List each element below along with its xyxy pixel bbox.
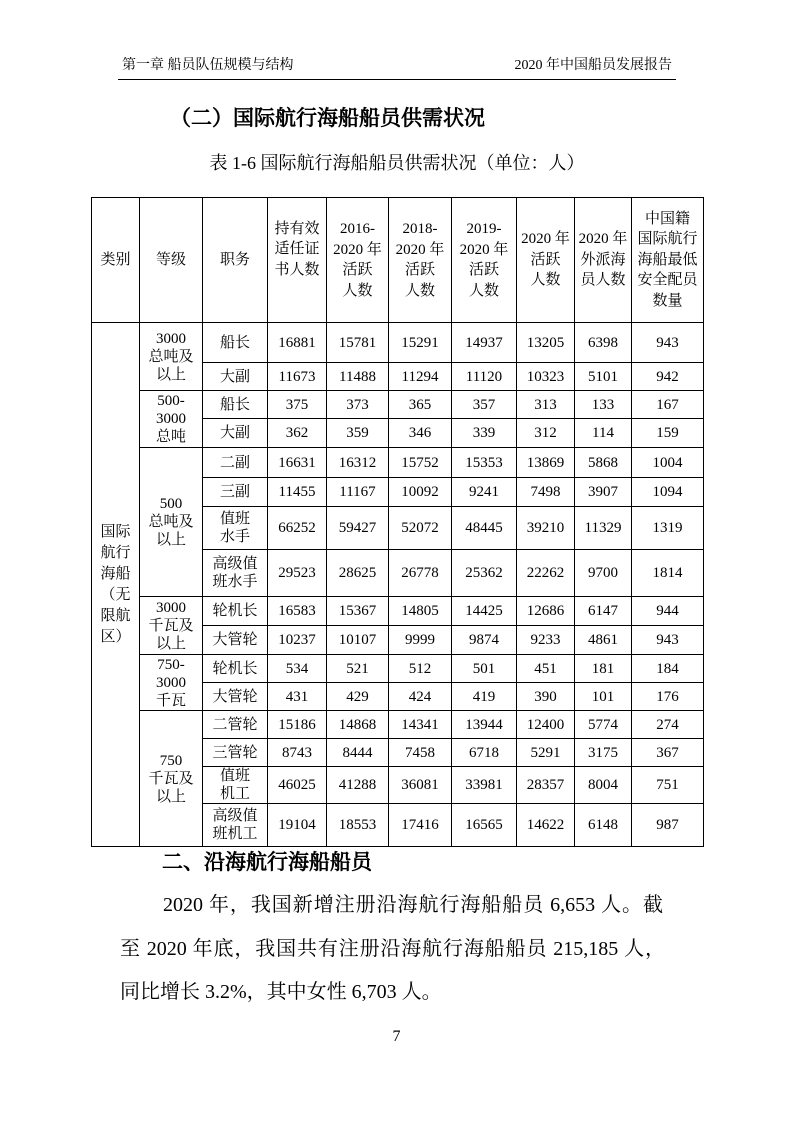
grade-line: 3000: [156, 330, 186, 347]
value-cell: 13869: [517, 448, 575, 478]
value-cell: 10237: [268, 626, 327, 655]
value-cell: 28357: [517, 767, 575, 804]
grade-line: 以上: [155, 366, 186, 383]
category-line: 航行: [100, 544, 131, 561]
value-cell: 15752: [389, 448, 452, 478]
category-line: 限航: [100, 607, 131, 624]
value-cell: 26778: [389, 550, 452, 597]
role-cell: [203, 767, 268, 804]
role-line: 班机工: [212, 826, 258, 842]
role-line: 高级值: [212, 556, 258, 572]
value-cell: 7498: [517, 478, 575, 507]
role-line: 机工: [219, 786, 250, 802]
category-cell: [92, 323, 140, 847]
role-line: 值班: [219, 511, 250, 527]
table-row: [92, 597, 704, 626]
value-cell: 1004: [632, 448, 704, 478]
value-cell: 6148: [575, 804, 632, 847]
value-cell: 101: [575, 683, 632, 711]
value-cell: 25362: [452, 550, 517, 597]
value-cell: 14622: [517, 804, 575, 847]
value-cell: 15186: [268, 711, 327, 739]
category-line: 国际: [100, 523, 131, 540]
paragraph-line: 2020 年，我国新增注册沿海航行海船船员 6,653 人。截: [163, 894, 663, 916]
value-cell: 501: [452, 655, 517, 683]
value-cell: 339: [452, 419, 517, 448]
grade-cell: [140, 597, 203, 655]
section2-heading: 二、沿海航行海船船员: [162, 850, 372, 874]
grade-line: 千瓦及: [148, 770, 194, 787]
value-cell: 16881: [268, 323, 327, 363]
value-cell: 11167: [327, 478, 389, 507]
grade-cell: [140, 391, 203, 448]
column-header-line: 活跃: [404, 262, 435, 278]
grade-line: 3000: [156, 599, 186, 616]
value-cell: 365: [389, 391, 452, 419]
value-cell: 18553: [327, 804, 389, 847]
value-cell: 52072: [389, 507, 452, 550]
role-cell: [203, 507, 268, 550]
value-cell: 12400: [517, 711, 575, 739]
paragraph-line: 同比增长 3.2%，其中女性 6,703 人。: [120, 981, 442, 1003]
column-header-line: 书人数: [274, 261, 320, 278]
role-line: 船长: [219, 396, 250, 413]
role-line: 二副: [219, 454, 250, 471]
value-cell: 28625: [327, 550, 389, 597]
column-header: [268, 198, 327, 323]
value-cell: 1319: [632, 507, 704, 550]
value-cell: 943: [632, 323, 704, 363]
grade-line: 3000: [156, 411, 186, 427]
column-header-line: 人数: [404, 282, 435, 299]
value-cell: 9874: [452, 626, 517, 655]
value-cell: 14341: [389, 711, 452, 739]
value-cell: 274: [632, 711, 704, 739]
column-header: [327, 198, 389, 323]
value-cell: 373: [327, 391, 389, 419]
body-paragraph: [120, 884, 665, 1015]
column-header-line: 人数: [468, 282, 499, 299]
role-cell: [203, 448, 268, 478]
value-cell: 16312: [327, 448, 389, 478]
column-header-line: 2020 年: [459, 241, 509, 258]
role-line: 大副: [219, 425, 250, 441]
table-row: [92, 323, 704, 363]
value-cell: 7458: [389, 739, 452, 767]
role-cell: [203, 655, 268, 683]
role-line: 大管轮: [212, 632, 258, 648]
column-header-line: 2020 年: [333, 241, 382, 258]
value-cell: 375: [268, 391, 327, 419]
value-cell: 8444: [327, 739, 389, 767]
value-cell: 944: [632, 597, 704, 626]
value-cell: 11488: [327, 363, 389, 391]
value-cell: 5101: [575, 363, 632, 391]
role-line: 船长: [219, 334, 250, 351]
value-cell: 15781: [327, 323, 389, 363]
column-header-line: 活跃: [468, 262, 499, 278]
value-cell: 41288: [327, 767, 389, 804]
value-cell: 9233: [517, 626, 575, 655]
grade-line: 千瓦及: [148, 617, 194, 634]
value-cell: 346: [389, 419, 452, 448]
value-cell: 9999: [389, 626, 452, 655]
column-header-line: 员人数: [580, 272, 626, 289]
value-cell: 46025: [268, 767, 327, 804]
grade-line: 750: [159, 752, 183, 769]
value-cell: 14805: [389, 597, 452, 626]
value-cell: 367: [632, 739, 704, 767]
table-row: [92, 448, 704, 478]
column-header-line: 海船最低: [637, 251, 698, 268]
table-body: [92, 323, 704, 847]
table-row: [92, 711, 704, 739]
value-cell: 181: [575, 655, 632, 683]
value-cell: 359: [327, 419, 389, 448]
value-cell: 451: [517, 655, 575, 683]
value-cell: 15353: [452, 448, 517, 478]
section-heading: （二）国际航行海船船员供需状况: [170, 106, 485, 130]
role-cell: [203, 626, 268, 655]
value-cell: 313: [517, 391, 575, 419]
table-header-row: [92, 198, 704, 323]
column-header: [575, 198, 632, 323]
column-header-line: 国际航行: [637, 231, 698, 248]
category-line: 海船: [100, 565, 131, 582]
column-header: [92, 198, 140, 323]
value-cell: 431: [268, 683, 327, 711]
value-cell: 312: [517, 419, 575, 448]
value-cell: 9700: [575, 550, 632, 597]
value-cell: 11673: [268, 363, 327, 391]
table-head: [92, 198, 704, 323]
value-cell: 5291: [517, 739, 575, 767]
grade-line: 3000: [156, 674, 186, 691]
value-cell: 8743: [268, 739, 327, 767]
column-header-line: 持有效: [274, 220, 320, 237]
grade-line: 总吨及: [148, 514, 194, 530]
value-cell: 17416: [389, 804, 452, 847]
value-cell: 3175: [575, 739, 632, 767]
value-cell: 10107: [327, 626, 389, 655]
role-cell: [203, 597, 268, 626]
value-cell: 357: [452, 391, 517, 419]
value-cell: 6398: [575, 323, 632, 363]
value-cell: 534: [268, 655, 327, 683]
role-line: 水手: [219, 529, 250, 545]
column-header: [452, 198, 517, 323]
value-cell: 13205: [517, 323, 575, 363]
value-cell: 16565: [452, 804, 517, 847]
header-rule: [118, 79, 676, 80]
value-cell: 66252: [268, 507, 327, 550]
value-cell: 10323: [517, 363, 575, 391]
grade-line: 500: [159, 496, 183, 512]
grade-line: 500-: [157, 393, 185, 409]
role-cell: [203, 363, 268, 391]
value-cell: 22262: [517, 550, 575, 597]
value-cell: 159: [632, 419, 704, 448]
role-line: 轮机长: [212, 660, 258, 677]
role-line: 大副: [219, 368, 250, 385]
column-header-line: 数量: [652, 292, 683, 309]
value-cell: 4861: [575, 626, 632, 655]
value-cell: 14425: [452, 597, 517, 626]
value-cell: 133: [575, 391, 632, 419]
category-line: 区）: [100, 628, 131, 645]
grade-line: 千瓦: [155, 692, 186, 709]
value-cell: 59427: [327, 507, 389, 550]
grade-line: 以上: [155, 532, 186, 548]
value-cell: 6147: [575, 597, 632, 626]
role-cell: [203, 419, 268, 448]
value-cell: 11120: [452, 363, 517, 391]
value-cell: 362: [268, 419, 327, 448]
value-cell: 1094: [632, 478, 704, 507]
paragraph-line: 至 2020 年底，我国共有注册沿海航行海船船员 215,185 人，: [120, 937, 665, 960]
role-line: 二管轮: [212, 716, 258, 733]
value-cell: 16583: [268, 597, 327, 626]
column-header-line: 2016-: [340, 221, 375, 237]
value-cell: 11455: [268, 478, 327, 507]
grade-cell: [140, 655, 203, 711]
column-header-line: 适任证: [274, 241, 320, 258]
value-cell: 512: [389, 655, 452, 683]
value-cell: 1814: [632, 550, 704, 597]
column-header-line: 2018-: [402, 221, 438, 237]
value-cell: 15291: [389, 323, 452, 363]
column-header-line: 外派海: [580, 251, 626, 268]
column-header-line: 2019-: [466, 221, 502, 237]
column-header-line: 活跃: [530, 251, 561, 268]
grade-line: 以上: [155, 635, 186, 652]
role-line: 高级值: [212, 808, 258, 824]
value-cell: 521: [327, 655, 389, 683]
value-cell: 15367: [327, 597, 389, 626]
role-cell: [203, 804, 268, 847]
grade-cell: [140, 448, 203, 597]
role-cell: [203, 711, 268, 739]
role-line: 轮机长: [212, 603, 258, 619]
value-cell: 14937: [452, 323, 517, 363]
column-header-line: 职务: [219, 251, 250, 268]
role-line: 大管轮: [212, 688, 258, 705]
column-header: [632, 198, 704, 323]
grade-line: 总吨: [155, 429, 186, 445]
category-line: （无: [100, 586, 131, 603]
value-cell: 12686: [517, 597, 575, 626]
value-cell: 29523: [268, 550, 327, 597]
column-header-line: 中国籍: [644, 210, 690, 227]
column-header-line: 2020 年: [395, 241, 445, 258]
value-cell: 36081: [389, 767, 452, 804]
role-cell: [203, 683, 268, 711]
column-header-line: 等级: [155, 251, 186, 268]
column-header-line: 2020 年: [521, 231, 570, 248]
table-row: [92, 655, 704, 683]
value-cell: 942: [632, 363, 704, 391]
role-line: 班水手: [212, 574, 258, 590]
column-header-line: 活跃: [342, 262, 373, 278]
column-header: [203, 198, 268, 323]
column-header-line: 人数: [530, 272, 561, 289]
value-cell: 8004: [575, 767, 632, 804]
value-cell: 943: [632, 626, 704, 655]
grade-cell: [140, 323, 203, 391]
column-header-line: 安全配员: [637, 272, 698, 289]
value-cell: 424: [389, 683, 452, 711]
role-line: 值班: [219, 768, 250, 784]
role-cell: [203, 323, 268, 363]
value-cell: 114: [575, 419, 632, 448]
value-cell: 6718: [452, 739, 517, 767]
value-cell: 429: [327, 683, 389, 711]
value-cell: 39210: [517, 507, 575, 550]
page-number: 7: [392, 1028, 401, 1045]
value-cell: 184: [632, 655, 704, 683]
running-header: [120, 56, 674, 76]
role-cell: [203, 478, 268, 507]
value-cell: 13944: [452, 711, 517, 739]
value-cell: 751: [632, 767, 704, 804]
role-line: 三副: [219, 484, 250, 500]
value-cell: 14868: [327, 711, 389, 739]
column-header-line: 2020 年: [578, 231, 628, 248]
value-cell: 48445: [452, 507, 517, 550]
chapter-title: 第一章 船员队伍规模与结构: [122, 58, 294, 73]
report-title: 2020 年中国船员发展报告: [514, 58, 672, 73]
value-cell: 3907: [575, 478, 632, 507]
value-cell: 167: [632, 391, 704, 419]
column-header: [389, 198, 452, 323]
column-header: [140, 198, 203, 323]
value-cell: 987: [632, 804, 704, 847]
value-cell: 16631: [268, 448, 327, 478]
value-cell: 11294: [389, 363, 452, 391]
value-cell: 19104: [268, 804, 327, 847]
table-caption: 表 1-6 国际航行海船船员供需状况（单位：人）: [209, 153, 585, 173]
grade-line: 总吨及: [148, 348, 194, 365]
role-line: 三管轮: [212, 744, 258, 761]
value-cell: 9241: [452, 478, 517, 507]
value-cell: 5774: [575, 711, 632, 739]
role-cell: [203, 550, 268, 597]
role-cell: [203, 391, 268, 419]
grade-line: 750-: [157, 656, 185, 673]
value-cell: 390: [517, 683, 575, 711]
value-cell: 33981: [452, 767, 517, 804]
value-cell: 5868: [575, 448, 632, 478]
value-cell: 10092: [389, 478, 452, 507]
column-header: [517, 198, 575, 323]
crew-supply-demand-table: [91, 197, 704, 847]
value-cell: 11329: [575, 507, 632, 550]
table-row: [92, 391, 704, 419]
value-cell: 419: [452, 683, 517, 711]
column-header-line: 类别: [100, 251, 131, 268]
grade-line: 以上: [155, 788, 186, 805]
column-header-line: 人数: [342, 282, 373, 299]
role-cell: [203, 739, 268, 767]
grade-cell: [140, 711, 203, 847]
value-cell: 176: [632, 683, 704, 711]
